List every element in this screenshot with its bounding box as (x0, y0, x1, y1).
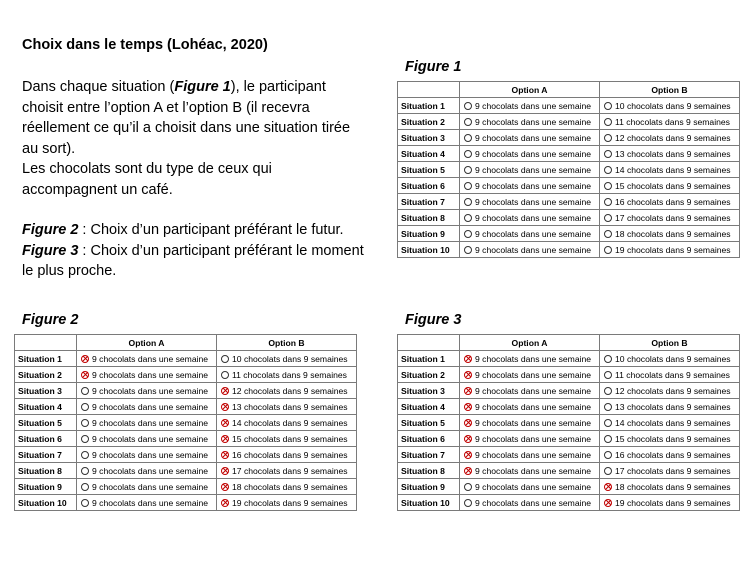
option-b-cell (217, 367, 357, 383)
option-b-text: 10 chocolats dans 9 semaines (615, 353, 731, 364)
option-a-cell (77, 383, 217, 399)
option-a-cell (77, 479, 217, 495)
checked-radio-icon[interactable] (464, 467, 472, 475)
option-b-cell (600, 431, 740, 447)
situation-label: Situation 5 (398, 162, 460, 178)
option-b-cell (600, 226, 740, 242)
option-a-text: 9 chocolats dans une semaine (475, 228, 592, 239)
checked-radio-icon[interactable] (81, 355, 89, 363)
situation-label: Situation 8 (398, 210, 460, 226)
radio-icon[interactable] (464, 198, 472, 206)
header-empty-cell (398, 335, 460, 351)
situation-label: Situation 9 (15, 479, 77, 495)
radio-icon[interactable] (604, 451, 612, 459)
option-a-cell (460, 146, 600, 162)
figure-2-table (14, 334, 357, 511)
option-b-text: 14 chocolats dans 9 semaines (615, 417, 731, 428)
page-title: Choix dans le temps (Lohéac, 2020) (22, 37, 268, 53)
radio-icon[interactable] (604, 150, 612, 158)
option-a-cell (77, 367, 217, 383)
option-a-cell (77, 399, 217, 415)
table-row (15, 495, 357, 511)
table-row (398, 351, 740, 367)
radio-icon[interactable] (604, 166, 612, 174)
option-b-cell (600, 399, 740, 415)
table-row (15, 463, 357, 479)
option-b-text: 18 chocolats dans 9 semaines (615, 228, 731, 239)
option-b-cell (217, 399, 357, 415)
situation-label: Situation 4 (15, 399, 77, 415)
radio-icon[interactable] (604, 355, 612, 363)
figure-3-desc: : Choix d’un participant préférant le moment le plus proche. (22, 242, 364, 279)
table-row (15, 415, 357, 431)
option-b-text: 12 chocolats dans 9 semaines (232, 385, 348, 396)
option-b-cell (600, 178, 740, 194)
option-b-text: 10 chocolats dans 9 semaines (232, 353, 348, 364)
situation-label: Situation 2 (398, 367, 460, 383)
option-a-cell (77, 415, 217, 431)
checked-radio-icon[interactable] (464, 451, 472, 459)
option-b-text: 11 chocolats dans 9 semaines (615, 369, 730, 380)
option-a-cell (77, 447, 217, 463)
table-row (15, 447, 357, 463)
radio-icon[interactable] (221, 355, 229, 363)
checked-radio-icon[interactable] (464, 419, 472, 427)
situation-label: Situation 7 (398, 194, 460, 210)
option-a-cell (460, 210, 600, 226)
radio-icon[interactable] (604, 419, 612, 427)
option-a-text: 9 chocolats dans une semaine (475, 401, 592, 412)
intro-text-1b: ), le participant choisit entre l’option A et l’option B (il recevra réellement ce qu’il a choisit dans une situation tirée au sort). (22, 79, 351, 157)
table-row (398, 463, 740, 479)
radio-icon[interactable] (464, 246, 472, 254)
option-a-cell (460, 399, 600, 415)
table-row (398, 399, 740, 415)
radio-icon[interactable] (464, 214, 472, 222)
option-a-cell (460, 98, 600, 114)
radio-icon[interactable] (81, 403, 89, 411)
radio-icon[interactable] (81, 499, 89, 507)
radio-icon[interactable] (604, 467, 612, 475)
intro-paragraph-2: Les chocolats sont du type de ceux qui accompagnent un café. (22, 161, 272, 198)
header-option-a: Option A (77, 335, 217, 351)
situation-label: Situation 9 (398, 479, 460, 495)
table-row (398, 210, 740, 226)
header-option-b: Option B (600, 335, 740, 351)
option-b-cell (217, 383, 357, 399)
radio-icon[interactable] (81, 387, 89, 395)
option-a-text: 9 chocolats dans une semaine (92, 449, 209, 460)
table-row (15, 351, 357, 367)
option-b-cell (600, 210, 740, 226)
option-a-cell (460, 367, 600, 383)
table-row (15, 367, 357, 383)
option-a-cell (460, 178, 600, 194)
radio-icon[interactable] (464, 118, 472, 126)
option-b-cell (217, 463, 357, 479)
situation-label: Situation 10 (398, 495, 460, 511)
table-row (15, 383, 357, 399)
option-b-cell (600, 114, 740, 130)
option-b-cell (217, 415, 357, 431)
option-b-text: 17 chocolats dans 9 semaines (615, 212, 731, 223)
radio-icon[interactable] (221, 371, 229, 379)
situation-label: Situation 8 (15, 463, 77, 479)
option-a-text: 9 chocolats dans une semaine (92, 417, 209, 428)
radio-icon[interactable] (81, 451, 89, 459)
option-b-cell (600, 383, 740, 399)
option-b-cell (600, 415, 740, 431)
table-row (398, 162, 740, 178)
table-row (398, 114, 740, 130)
option-a-cell (460, 242, 600, 258)
radio-icon[interactable] (464, 134, 472, 142)
table-row (398, 242, 740, 258)
radio-icon[interactable] (464, 230, 472, 238)
checked-radio-icon[interactable] (221, 435, 229, 443)
option-b-cell (600, 194, 740, 210)
situation-label: Situation 4 (398, 146, 460, 162)
header-option-b: Option B (600, 82, 740, 98)
option-a-cell (460, 415, 600, 431)
option-b-text: 14 chocolats dans 9 semaines (232, 417, 348, 428)
radio-icon[interactable] (464, 483, 472, 491)
option-b-text: 13 chocolats dans 9 semaines (615, 401, 731, 412)
option-b-cell (600, 367, 740, 383)
option-b-text: 12 chocolats dans 9 semaines (615, 385, 731, 396)
option-a-cell (77, 463, 217, 479)
figure-2-label: Figure 2 (22, 312, 79, 328)
option-a-text: 9 chocolats dans une semaine (475, 465, 592, 476)
option-b-text: 12 chocolats dans 9 semaines (615, 132, 731, 143)
figure-3-ref: Figure 3 (22, 242, 79, 259)
option-b-text: 19 chocolats dans 9 semaines (232, 497, 348, 508)
radio-icon[interactable] (81, 483, 89, 491)
figure-1-label: Figure 1 (405, 59, 462, 75)
situation-label: Situation 6 (398, 431, 460, 447)
option-a-text: 9 chocolats dans une semaine (475, 369, 592, 380)
option-a-cell (460, 431, 600, 447)
option-b-text: 11 chocolats dans 9 semaines (615, 116, 730, 127)
radio-icon[interactable] (464, 102, 472, 110)
situation-label: Situation 8 (398, 463, 460, 479)
radio-icon[interactable] (81, 435, 89, 443)
radio-icon[interactable] (464, 150, 472, 158)
checked-radio-icon[interactable] (81, 371, 89, 379)
radio-icon[interactable] (464, 166, 472, 174)
table-row (398, 495, 740, 511)
situation-label: Situation 3 (15, 383, 77, 399)
radio-icon[interactable] (81, 419, 89, 427)
option-b-text: 17 chocolats dans 9 semaines (615, 465, 731, 476)
option-a-cell (460, 130, 600, 146)
option-b-text: 15 chocolats dans 9 semaines (615, 180, 731, 191)
radio-icon[interactable] (604, 134, 612, 142)
table-row (398, 98, 740, 114)
figure-1-table (397, 81, 740, 258)
header-empty-cell (15, 335, 77, 351)
option-b-text: 16 chocolats dans 9 semaines (615, 449, 731, 460)
radio-icon[interactable] (604, 403, 612, 411)
option-a-cell (460, 114, 600, 130)
situation-label: Situation 7 (398, 447, 460, 463)
checked-radio-icon[interactable] (464, 371, 472, 379)
radio-icon[interactable] (604, 246, 612, 254)
situation-label: Situation 1 (398, 98, 460, 114)
table-header-row (398, 335, 740, 351)
situation-label: Situation 10 (398, 242, 460, 258)
radio-icon[interactable] (464, 182, 472, 190)
figure-2-ref: Figure 2 (22, 222, 79, 238)
table-row (398, 146, 740, 162)
table-header-row (398, 82, 740, 98)
checked-radio-icon[interactable] (221, 451, 229, 459)
checked-radio-icon[interactable] (221, 403, 229, 411)
table-row (398, 431, 740, 447)
option-a-text: 9 chocolats dans une semaine (92, 385, 209, 396)
option-a-text: 9 chocolats dans une semaine (475, 417, 592, 428)
radio-icon[interactable] (604, 198, 612, 206)
header-option-a: Option A (460, 335, 600, 351)
option-b-cell (600, 495, 740, 511)
checked-radio-icon[interactable] (221, 467, 229, 475)
option-b-cell (217, 495, 357, 511)
option-a-text: 9 chocolats dans une semaine (475, 449, 592, 460)
option-a-text: 9 chocolats dans une semaine (475, 433, 592, 444)
option-a-text: 9 chocolats dans une semaine (475, 353, 592, 364)
option-b-text: 14 chocolats dans 9 semaines (615, 164, 731, 175)
option-a-text: 9 chocolats dans une semaine (475, 116, 592, 127)
figure-3-caption (22, 241, 367, 282)
radio-icon[interactable] (604, 371, 612, 379)
checked-radio-icon[interactable] (464, 435, 472, 443)
option-b-cell (600, 242, 740, 258)
option-a-text: 9 chocolats dans une semaine (92, 497, 209, 508)
radio-icon[interactable] (604, 102, 612, 110)
option-b-text: 15 chocolats dans 9 semaines (615, 433, 731, 444)
table-row (398, 194, 740, 210)
situation-label: Situation 1 (398, 351, 460, 367)
option-a-text: 9 chocolats dans une semaine (475, 497, 592, 508)
checked-radio-icon[interactable] (464, 355, 472, 363)
table-row (15, 431, 357, 447)
situation-label: Situation 6 (15, 431, 77, 447)
situation-label: Situation 3 (398, 383, 460, 399)
option-a-cell (77, 431, 217, 447)
option-a-cell (460, 447, 600, 463)
option-a-cell (460, 463, 600, 479)
option-a-cell (460, 194, 600, 210)
option-b-text: 16 chocolats dans 9 semaines (232, 449, 348, 460)
checked-radio-icon[interactable] (464, 403, 472, 411)
option-b-text: 18 chocolats dans 9 semaines (615, 481, 731, 492)
option-b-cell (217, 447, 357, 463)
checked-radio-icon[interactable] (221, 499, 229, 507)
table-row (398, 130, 740, 146)
option-a-cell (460, 226, 600, 242)
option-a-text: 9 chocolats dans une semaine (92, 481, 209, 492)
option-a-cell (77, 351, 217, 367)
header-option-a: Option A (460, 82, 600, 98)
option-a-text: 9 chocolats dans une semaine (475, 212, 592, 223)
option-a-cell (460, 383, 600, 399)
checked-radio-icon[interactable] (221, 483, 229, 491)
figure-2-caption (22, 220, 367, 241)
option-b-text: 13 chocolats dans 9 semaines (232, 401, 348, 412)
checked-radio-icon[interactable] (604, 483, 612, 491)
situation-label: Situation 1 (15, 351, 77, 367)
option-b-cell (600, 447, 740, 463)
option-a-text: 9 chocolats dans une semaine (92, 433, 209, 444)
option-b-text: 13 chocolats dans 9 semaines (615, 148, 731, 159)
option-b-text: 19 chocolats dans 9 semaines (615, 497, 731, 508)
option-b-cell (217, 351, 357, 367)
option-a-text: 9 chocolats dans une semaine (475, 481, 592, 492)
table-header-row (15, 335, 357, 351)
intro-text-1a: Dans chaque situation ( (22, 79, 175, 95)
option-b-text: 10 chocolats dans 9 semaines (615, 100, 731, 111)
checked-radio-icon[interactable] (221, 419, 229, 427)
radio-icon[interactable] (604, 387, 612, 395)
option-b-text: 16 chocolats dans 9 semaines (615, 196, 731, 207)
radio-icon[interactable] (464, 499, 472, 507)
option-b-cell (600, 130, 740, 146)
option-a-cell (460, 162, 600, 178)
option-a-text: 9 chocolats dans une semaine (475, 385, 592, 396)
checked-radio-icon[interactable] (604, 499, 612, 507)
table-row (398, 447, 740, 463)
option-b-cell (600, 162, 740, 178)
option-a-text: 9 chocolats dans une semaine (92, 369, 209, 380)
option-a-cell (460, 351, 600, 367)
radio-icon[interactable] (604, 182, 612, 190)
table-row (398, 226, 740, 242)
option-b-text: 15 chocolats dans 9 semaines (232, 433, 348, 444)
option-b-text: 18 chocolats dans 9 semaines (232, 481, 348, 492)
option-b-cell (217, 431, 357, 447)
header-option-b: Option B (217, 335, 357, 351)
option-a-text: 9 chocolats dans une semaine (475, 180, 592, 191)
option-b-text: 17 chocolats dans 9 semaines (232, 465, 348, 476)
option-a-text: 9 chocolats dans une semaine (92, 465, 209, 476)
table-row (398, 383, 740, 399)
option-b-cell (600, 463, 740, 479)
option-a-text: 9 chocolats dans une semaine (475, 244, 592, 255)
situation-label: Situation 4 (398, 399, 460, 415)
option-a-cell (460, 479, 600, 495)
figure-2-desc: : Choix d’un participant préférant le futur. (78, 222, 344, 238)
table-row (398, 415, 740, 431)
option-a-text: 9 chocolats dans une semaine (475, 164, 592, 175)
option-a-text: 9 chocolats dans une semaine (92, 353, 209, 364)
option-a-cell (77, 495, 217, 511)
option-a-text: 9 chocolats dans une semaine (475, 100, 592, 111)
table-row (398, 367, 740, 383)
option-b-cell (600, 351, 740, 367)
radio-icon[interactable] (81, 467, 89, 475)
radio-icon[interactable] (604, 118, 612, 126)
situation-label: Situation 5 (15, 415, 77, 431)
situation-label: Situation 9 (398, 226, 460, 242)
option-a-text: 9 chocolats dans une semaine (475, 148, 592, 159)
figure-3-label: Figure 3 (405, 312, 462, 328)
option-b-text: 11 chocolats dans 9 semaines (232, 369, 347, 380)
option-a-cell (460, 495, 600, 511)
option-b-cell (600, 98, 740, 114)
situation-label: Situation 3 (398, 130, 460, 146)
table-row (15, 479, 357, 495)
option-a-text: 9 chocolats dans une semaine (92, 401, 209, 412)
option-a-text: 9 chocolats dans une semaine (475, 132, 592, 143)
checked-radio-icon[interactable] (221, 387, 229, 395)
radio-icon[interactable] (604, 230, 612, 238)
option-a-text: 9 chocolats dans une semaine (475, 196, 592, 207)
option-b-cell (600, 479, 740, 495)
checked-radio-icon[interactable] (464, 387, 472, 395)
option-b-text: 19 chocolats dans 9 semaines (615, 244, 731, 255)
situation-label: Situation 5 (398, 415, 460, 431)
intro-paragraph-1 (22, 77, 367, 159)
figure-1-ref: Figure 1 (174, 79, 231, 95)
table-row (15, 399, 357, 415)
option-b-cell (217, 479, 357, 495)
option-b-cell (600, 146, 740, 162)
header-empty-cell (398, 82, 460, 98)
table-row (398, 479, 740, 495)
situation-label: Situation 10 (15, 495, 77, 511)
intro-text (22, 77, 367, 282)
situation-label: Situation 7 (15, 447, 77, 463)
figure-3-table (397, 334, 740, 511)
situation-label: Situation 2 (398, 114, 460, 130)
situation-label: Situation 6 (398, 178, 460, 194)
situation-label: Situation 2 (15, 367, 77, 383)
radio-icon[interactable] (604, 214, 612, 222)
table-row (398, 178, 740, 194)
radio-icon[interactable] (604, 435, 612, 443)
